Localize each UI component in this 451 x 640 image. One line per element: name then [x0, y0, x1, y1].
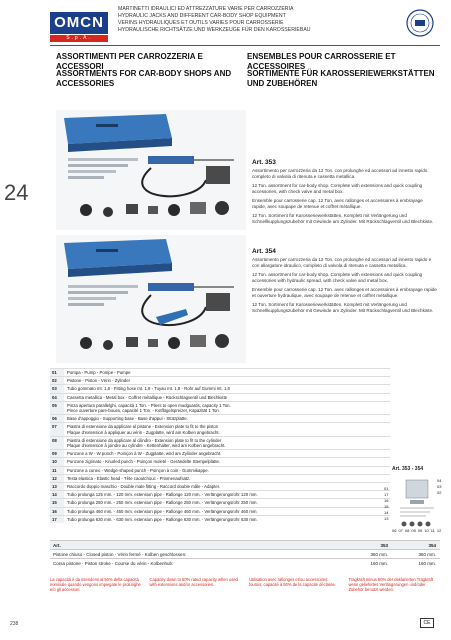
diagram-label: 17	[384, 492, 389, 497]
header-art354: 354	[428, 542, 436, 548]
diagram-bottom-labels	[392, 528, 441, 533]
diagram-label: 07	[398, 528, 403, 533]
part-description	[64, 483, 390, 490]
part-description-line: Pistone - Piston - Vérin - Zylinder	[67, 378, 131, 384]
note-italian: La capacità è da intendersi al 50% della capacità nominale quando vengono impiegate le prolunghe e/o gli accessori.	[50, 577, 141, 593]
art353-paragraph: 12 Ton. assortment for car-body shop. Complete with extensions and quick coupling accessories, with check valve and metal box.	[252, 182, 423, 195]
part-description	[64, 491, 390, 498]
table-row	[50, 376, 390, 384]
product-photo-art353	[56, 110, 246, 230]
table-row	[50, 436, 390, 449]
header-line: HYDRAULISCHE RICHTSÄTZE UND WERKZEUGE FÜR DEN KAROSSERIEBAU	[118, 27, 311, 33]
part-description-line: Punzone zigrinato - Knurled punch - Poinçon moleté - Gerändelte Stempelplatte.	[67, 459, 221, 465]
ce-mark-icon: CE	[420, 618, 434, 628]
certification-seal-icon	[405, 8, 435, 38]
diagram-label: 06	[392, 528, 397, 533]
table-row	[50, 507, 390, 515]
note-french: Utilisation avec rallonges et/ou accessoires: fournis, capacité à 50% de la capacité déclarée.	[249, 577, 336, 588]
row-value: 360 mm.	[418, 551, 436, 557]
table-row	[50, 368, 390, 376]
table-row	[50, 515, 390, 523]
title-italian: ASSORTIMENTI PER CARROZZERIA E ACCESSORI	[56, 52, 203, 71]
diagram-right-labels	[437, 478, 441, 496]
part-description-line: Tubo prolunga 630 mm. - 630 mm. extension pipe - Rallonge 630 mm. - Verlängerungsrohr 630 mm.	[67, 516, 258, 522]
part-description-line: Raccordo doppio maschio - Double male fitting - Raccord double mâle - Adapter.	[67, 484, 221, 490]
dimensions-table	[50, 540, 440, 567]
part-number: 10	[50, 458, 64, 465]
part-description-line: Plaque d'extension à appliquer au vérin - Zugplatte, wird am Kolben angebracht.	[67, 429, 220, 435]
part-description-line: Punzone a cuneo - Wedge-shaped punch - Poinçon à coin - Gummikappe.	[67, 467, 209, 473]
dimensions-header	[50, 540, 440, 549]
art354-title: Art. 354	[252, 248, 276, 255]
row-value: 360 mm.	[370, 551, 388, 557]
art354-description	[252, 257, 438, 317]
table-row	[50, 558, 440, 567]
part-description-line: Punzone a W - W punch - Poinçon à W - Zugplatte, wird am Zylinder angebracht.	[67, 451, 222, 457]
part-description-line: Tubo prolunga 460 mm. - 460 mm. extension pipe - Rallonge 460 mm. - Verlängerungsrohr 460 mm.	[67, 508, 258, 514]
table-row	[50, 414, 390, 422]
diagram-label: 02	[437, 490, 442, 495]
title-german: SORTIMENTE FÜR KAROSSERIEWERKSTÄTTEN UND ZUBEHÖREN	[247, 69, 435, 88]
part-number: 05	[50, 402, 64, 414]
table-row	[50, 474, 390, 482]
art353-paragraph: Assortimento per carrozzeria da 12 Ton. con prolunghe ed accessori ad innesto rapido, completo di valvola di ritenuta e cassetta metallica.	[252, 168, 429, 180]
header-line: HYDRAULIC JACKS AND DIFFERENT CAR-BODY SHOP EQUIPMENT	[118, 13, 286, 19]
brand-logo-sub: S.p.A.	[50, 35, 108, 42]
part-description	[64, 458, 390, 465]
diagram-label: 16	[384, 498, 389, 503]
part-number: 09	[50, 450, 64, 457]
art354-paragraph: Ensemble pour carrosserie cap. 12 Ton. avec rallonges et accessoires à embrayage rapide et ouverture hydraulique, avec soupape de retenue et coffret métallique.	[252, 286, 437, 299]
table-row	[50, 482, 390, 490]
part-description	[64, 415, 390, 422]
part-number: 17	[50, 516, 64, 523]
brand-logo: OMCN	[50, 12, 108, 34]
diagram-label: 10	[424, 528, 429, 533]
header-label: Art.	[53, 542, 61, 548]
part-description-line: Pinza apertura parallelghi, capacità 1 Ton. - Pliers to open mudguards, capacity 1 Ton.	[67, 402, 231, 408]
part-description-line: Tubo prolunga 125 mm. - 120 mm. extension pipe - Rallonge 120 mm. - Verlängerungsrohr 120 mm.	[67, 492, 258, 498]
table-row	[50, 490, 390, 498]
exploded-diagram	[392, 474, 442, 534]
part-description	[64, 508, 390, 515]
part-description	[64, 437, 390, 449]
chapter-number: 24	[4, 180, 29, 205]
diagram-label: 01	[384, 486, 389, 491]
diagram-label: 05	[411, 528, 416, 533]
row-value: 160 mm.	[418, 560, 436, 566]
header-descriptions	[118, 6, 358, 34]
art353-title: Art. 353	[252, 159, 276, 166]
part-description	[64, 516, 390, 523]
part-number: 07	[50, 423, 64, 435]
part-description	[64, 450, 390, 457]
part-description	[64, 467, 390, 474]
part-number: 04	[50, 394, 64, 401]
row-label: Corsa pistone - Piston stroke - Course du vérin - Kolbenhub:	[53, 560, 174, 566]
part-description	[64, 377, 390, 384]
part-number: 03	[50, 385, 64, 392]
part-description	[64, 394, 390, 401]
part-description	[64, 499, 390, 506]
capacity-notes	[50, 577, 440, 593]
part-number: 16	[50, 508, 64, 515]
header-line: VERINS HYDRAULIQUES ET OUTILS VARIES POUR CARROSSERIE	[118, 20, 284, 26]
part-number: 15	[50, 499, 64, 506]
part-description-line: Testa elastica - Elastic head - Tête caoutchouc - Prismenaufsatz.	[67, 475, 191, 481]
diagram-label: 03	[437, 484, 442, 489]
part-number: 08	[50, 437, 64, 449]
part-description	[64, 475, 390, 482]
diagram-label: 08	[404, 528, 410, 533]
table-row	[50, 549, 440, 558]
part-description-line: Tubo prolunga 250 mm. - 250 mm. extension pipe - Rallonge 250 mm. - Verlängerungsrohr 250 mm.	[67, 500, 258, 506]
diagram-label: 12	[436, 528, 442, 533]
part-description-line: Piastra di estensione da applicare al cilindro - Extension plate to fit to the cylinder	[67, 437, 222, 443]
diagram-left-labels	[384, 486, 388, 522]
header-divider	[50, 45, 440, 46]
diagram-label: 14	[384, 510, 389, 515]
diagram-label: 15	[384, 504, 389, 509]
table-row	[50, 498, 390, 506]
page-number: 238	[10, 621, 19, 627]
art353-description	[252, 168, 438, 228]
part-description	[64, 402, 390, 414]
table-row	[50, 457, 390, 465]
part-description-line: Base d'appoggio - Supporting base - Base d'appui - Stützplatte.	[67, 416, 188, 422]
title-french: ENSEMBLES POUR CARROSSERIE ET ACCESSOIRES	[247, 52, 396, 71]
part-description	[64, 369, 390, 376]
product-photo-art354	[56, 235, 246, 363]
part-number: 06	[50, 415, 64, 422]
part-number: 01	[50, 369, 64, 376]
part-description-line: Cassetta metallica - Metal box - Coffret métallique - Rückschlagventil und Blechkiste	[67, 394, 228, 400]
art353-paragraph: 12 Ton. Sortiment für Karosseriewerkstätten. Komplett mit Verlängerung und Schnellkupplungszubehör mit Gewinde am Zylinder. Mit Rückschlagventil und Blechkiste.	[252, 212, 434, 224]
part-description-line: Pompa - Pump - Pompe - Pumpe	[67, 370, 131, 375]
header-art353: 353	[380, 542, 388, 548]
part-description-line: Plaque d'extension à joindre au cylindre - Kettenhalter, wird am Kolben angebracht.	[67, 443, 226, 449]
note-english: Capacity down to 50% rated capacity when used with extensions and/or accessories.	[149, 577, 238, 588]
table-row	[50, 401, 390, 414]
note-german: Tragkraft minus 50% der deklarierten Tragkraft wenn geliefertes Verlängerungen und/oder Zubehör benutzt werden.	[348, 577, 433, 593]
part-description-line: Tubo gommato mt. 1,8 - Fitting hose mt. 1,8 - Tuyau mt. 1,8 - Rohr auf Gummi mt. 1,8	[67, 386, 230, 392]
diagram-label: 13	[384, 516, 389, 521]
art354-paragraph: Assortimento per carrozzeria da 12 Ton. con prolunghe ed accessori ad innesto rapido e con allargatore idraulico, completo di valvola di ritenuta e cassetta metallica.	[252, 257, 432, 269]
parts-list	[50, 368, 390, 523]
diagram-title: Art. 353 - 354	[392, 466, 424, 472]
part-number: 14	[50, 491, 64, 498]
art353-paragraph: Ensemble pour carrosserie cap. 12 Ton. avec rallonges et accessoires à embrayage rapide, avec soupape de retenue et coffret métallique.	[252, 197, 423, 210]
part-description-line: Piastra di estensione da applicare al pistone - Extension plate to fit to the piston	[67, 424, 219, 430]
part-number: 12	[50, 475, 64, 482]
table-row	[50, 466, 390, 474]
part-description	[64, 385, 390, 392]
row-value: 160 mm.	[370, 560, 388, 566]
header-line: MARTINETTI IDRAULICI ED ATTREZZATURE VARIE PER CARROZZERIA	[118, 6, 294, 12]
part-description	[64, 423, 390, 435]
row-label: Pistone chiuso - Closed piston - Vérin fermé - Kolben geschlossen:	[53, 551, 187, 557]
diagram-label: 11	[430, 528, 435, 533]
table-row	[50, 384, 390, 392]
part-number: 02	[50, 377, 64, 384]
title-english: ASSORTMENTS FOR CAR-BODY SHOPS AND ACCESSORIES	[56, 69, 232, 88]
art354-paragraph: 12 Ton. assortment for car-body shop. Complete with extensions and quick coupling accessories with hydraulic spread, with check valve and metal box.	[252, 271, 423, 284]
part-number: 13	[50, 483, 64, 490]
table-row	[50, 422, 390, 435]
part-number: 11	[50, 467, 64, 474]
art354-paragraph: 12 Ton. Sortiment für Karosseriewerkstätten. Komplett mit Verlängerung und Schnellkupplungszubehör mit Gewinde am Zylinder. Mit Rückschlagventil und Blechkiste.	[252, 301, 434, 313]
part-description-line: Pince ouverture pare-boues, capacité 1 Ton. - Kotflügelspreizer, Kapazität 1 Ton.	[67, 408, 220, 414]
diagram-label: 04	[437, 478, 442, 483]
table-row	[50, 393, 390, 401]
diagram-label: 09	[417, 528, 423, 533]
table-row	[50, 449, 390, 457]
